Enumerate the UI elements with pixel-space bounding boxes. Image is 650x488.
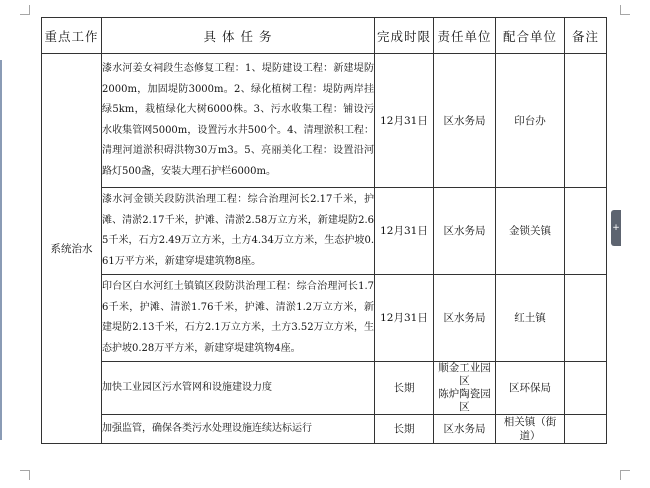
header-key-work: 重点工作 [42,18,102,54]
crop-mark-bottom-left [20,470,30,480]
table-row [42,275,607,362]
cooperating-cell: 金锁关镇 [496,188,565,275]
cooperating-cell: 区环保局 [496,362,565,415]
responsible-cell [434,362,496,415]
responsible-cell: 区水务局 [434,275,496,362]
remarks-cell [565,54,607,188]
responsible-cell: 区水务局 [434,54,496,188]
responsible-cell: 区水务局 [434,188,496,275]
deadline-cell: 12月31日 [375,275,434,362]
header-deadline: 完成时限 [375,18,434,54]
task-cell: 漆水河金锁关段防洪治理工程：综合治理河长2.17千米，护滩、清淤2.17千米，护滩、清淤2.58万立方米，新建堤防2.65千米，石方2.49万立方米，土方4.34万立方米，生态护坡0.61万平方米，新建穿堤建筑物8座。 [102,188,375,275]
deadline-cell: 12月31日 [375,188,434,275]
task-cell: 加快工业园区污水管网和设施建设力度 [102,362,375,415]
table-row [42,54,607,188]
task-table [41,17,607,444]
crop-mark-top-right [620,5,630,15]
task-cell: 漆水河姜女祠段生态修复工程：1、堤防建设工程：新建堤防2000m，加固堤防3000m。2、绿化植树工程：堤防两岸挂绿5km，栽植绿化大树6000株。3、污水收集工程：铺设污水收集管网5000m，设置污水井500个。4、清理淤积工程：清理河道淤积碍洪物30万m3。5、亮丽美化工程：设置沿河路灯500盏，安装大理石护栏6000m。 [102,54,375,188]
header-cooperating: 配合单位 [496,18,565,54]
task-cell: 印台区白水河红土镇镇区段防洪治理工程：综合治理河长1.76千米，护滩、清淤1.76千米，护滩、清淤1.2万立方米，新建堤防2.13千米，石方2.1万立方米，土方3.52万立方米，生态护坡0.28万平方米，新建穿堤建筑物4座。 [102,275,375,362]
table-row [42,188,607,275]
crop-mark-top-left [20,5,30,15]
cooperating-cell: 红土镇 [496,275,565,362]
remarks-cell [565,188,607,275]
table-row [42,415,607,444]
key-work-cell: 系统治水 [42,54,102,444]
responsible-line: 顺金工业园区 [438,362,491,387]
deadline-cell: 长期 [375,362,434,415]
header-responsible: 责任单位 [434,18,496,54]
responsible-line: 陈炉陶瓷园区 [438,388,491,413]
crop-mark-bottom-right [620,470,630,480]
header-task: 具 体 任 务 [102,18,375,54]
task-cell: 加强监管，确保各类污水处理设施连续达标运行 [102,415,375,444]
remarks-cell [565,415,607,444]
table-header-row [42,18,607,54]
left-edge-indicator [0,60,2,440]
cooperating-cell: 相关镇（街道） [496,415,565,444]
responsible-cell: 区水务局 [434,415,496,444]
deadline-cell: 12月31日 [375,54,434,188]
cooperating-cell: 印台办 [496,54,565,188]
table-row [42,362,607,415]
header-remarks: 备注 [565,18,607,54]
remarks-cell [565,362,607,415]
plus-icon: + [612,223,620,233]
side-expand-tab[interactable] [611,210,621,246]
deadline-cell: 长期 [375,415,434,444]
remarks-cell [565,275,607,362]
